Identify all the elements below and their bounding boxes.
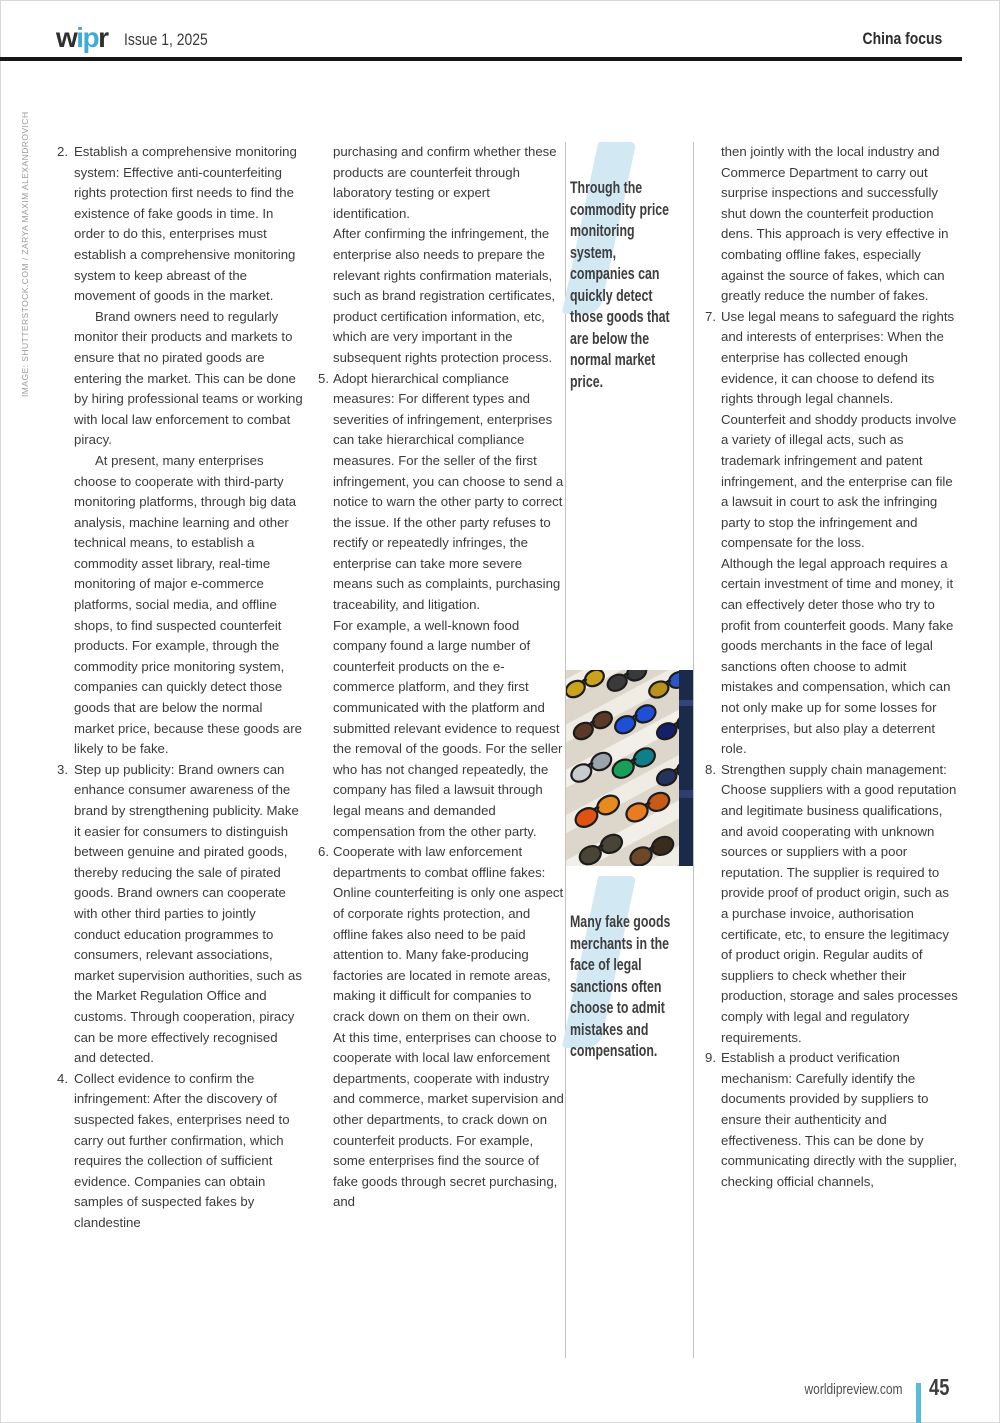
body-column-4 [705,142,959,1192]
body-text: Step up publicity: Brand owners can enhance consumer awareness of the brand by strengthening publicity. Make it easier for consumers to distinguish between genuine and pirated goods, thereby reducing the sale of pirated goods. Brand owners can cooperate with other third parties to jointly conduct education programmes to consumers, relevant associations, market supervision authorities, such as the Market Regulation Office and customs. Through cooperation, piracy can be more effectively recognised and detected. [74,761,302,1066]
body-text: then jointly with the local industry and Commerce Department to carry out surprise inspections and successfully shut down the counterfeit production dens. This approach is very effective in combating offline fakes, especially against the source of fakes, which can greatly reduce the number of fakes. [721,144,949,304]
body-text: Although the legal approach requires a certain investment of time and money, it can effectively deter those who try to profit from counterfeit goods. Many fake goods merchants in the face of legal sanctions often choose to admit mistakes and compensation, which can not only make up for some losses for enterprises, but also play a deterrent role. [721,555,954,757]
logo-letters-ip: ip [76,22,99,53]
body-text: Establish a product verification mechanism: Carefully identify the documents provided by suppliers to ensure their authenticity and effectiveness. This can be done by communicating directly with the supplier, checking official channels, [721,1050,958,1189]
list-item [318,842,564,1027]
body-column-2 [318,142,564,1213]
list-number: 7. [705,308,716,324]
list-item [705,1048,959,1192]
list-item [57,760,303,1069]
footer-website: worldipreview.com [804,1381,903,1398]
list-number: 6. [318,844,329,860]
body-text: Cooperate with law enforcement departments to combat offline fakes: Online counterfeiting is only one aspect of corporate rights protection, and offline fakes also need to be paid attention to. Many fake-producing factories are located in remote areas, making it difficult for companies to crack down on them on their own. [333,844,564,1024]
issue-label: Issue 1, 2025 [124,30,208,49]
list-item [318,369,564,616]
body-text: For example, a well-known food company found a large number of counterfeit products on the e-commerce platform, and they first communicated with the platform and submitted relevant evidence to request the removal of the goods. For the seller who has not changed repeatedly, the company has filed a lawsuit through legal means and demanded compensation from the other party. [333,617,563,839]
body-text: Collect evidence to confirm the infringement: After the discovery of suspected fakes, enterprises need to carry out further confirmation, which requires the collection of sufficient evidence. Companies can obtain samples of suspected fakes by clandestine [74,1070,290,1230]
body-text: purchasing and confirm whether these products are counterfeit through laboratory testing or expert identification. [333,144,557,221]
paragraph [705,142,959,307]
paragraph [318,616,564,843]
list-item [57,142,303,307]
body-text: Strengthen supply chain management: Choose suppliers with a good reputation and legitimate business qualifications, and avoid cooperating with unknown sources or suppliers with a poor reputation. The supplier is required to provide proof of product origin, such as a purchase invoice, authorisation certificate, etc, to ensure the legitimacy of product origin. Regular audits of suppliers to check whether their production, storage and sales processes comply with legal and regulatory requirements. [721,761,958,1045]
sunglasses-photo [566,670,693,866]
list-number: 8. [705,761,716,777]
logo-letter-w: w [56,22,77,53]
body-text: At present, many enterprises choose to cooperate with third-party monitoring platforms, through big data analysis, machine learning and other technical means, to establish a commodity asset library, real-time monitoring of major e-commerce platforms, social media, and offline shops, to find suspected counterfeit products. For example, through the commodity price monitoring system, companies can quickly detect those goods that are below the normal market price, because these goods are likely to be fake. [74,452,302,757]
pull-quote-text: Through the commodity price monitoring system, companies can quickly detect those goods that are below the normal market price. [570,179,670,391]
body-text: Brand owners need to regularly monitor their products and markets to ensure that no pirated goods are entering the market. This can be done by hiring professional teams or working with local law enforcement to combat piracy. [74,308,303,448]
paragraph [318,142,564,224]
list-number: 2. [57,144,68,159]
pull-quote-text: Many fake goods merchants in the face of legal sanctions often choose to admit mistakes and compensation. [570,913,671,1060]
body-text: After confirming the infringement, the enterprise also needs to prepare the relevant rights confirmation materials, such as brand registration certificates, product certification information, etc, which are very important in the subsequent rights protection process. [333,226,556,365]
page-number-bar [916,1383,921,1423]
paragraph [57,307,303,451]
list-number: 4. [57,1070,68,1086]
paragraph [705,554,959,760]
body-text: Use legal means to safeguard the rights and interests of enterprises: When the enterprise has collected enough evidence, it can choose to defend its rights through legal channels. Counterfeit and shoddy products involve a variety of illegal acts, such as trademark infringement and patent infringement, and the enterprise can file a lawsuit in court to ask the infringing party to stop the infringement and compensate for the loss. [721,308,957,551]
list-item [705,307,959,554]
pull-quote-2 [570,874,720,1063]
image-credit: IMAGE: SHUTTERSTOCK.COM / ZARYA MAXIM ALEXANDROVICH [20,111,30,397]
paragraph [318,1028,564,1213]
paragraph [57,451,303,760]
list-number: 3. [57,761,68,777]
list-number: 5. [318,370,329,386]
list-item [705,760,959,1048]
body-text: Adopt hierarchical compliance measures: For different types and severities of infringement, enterprises can take hierarchical compliance measures. For the seller of the first infringement, you can choose to send a notice to warn the other party to correct the issue. If the other party refuses to rectify or repeatedly infringes, the enterprise can take more severe means such as complaints, purchasing traceability, and litigation. [333,370,564,613]
page-number: 45 [929,1374,950,1400]
body-text: Establish a comprehensive monitoring system: Effective anti-counterfeiting rights protection first needs to find the existence of fake goods in time. In order to do this, enterprises must establish a comprehensive monitoring system to keep abreast of the movement of goods in the market. [74,144,297,304]
body-text: At this time, enterprises can choose to cooperate with local law enforcement departments, cooperate with industry and commerce, market supervision and other departments, to crack down on counterfeit products. For example, some enterprises find the source of fake goods through secret purchasing, and [333,1029,564,1210]
header-rule [0,57,962,61]
logo-letter-r: r [98,22,108,53]
list-item [57,1069,303,1234]
list-number: 9. [705,1050,716,1066]
body-column-1 [57,142,303,1233]
paragraph [318,224,564,368]
wipr-logo [56,22,108,54]
pull-quote-1 [570,140,720,393]
section-title: China focus [862,29,942,48]
